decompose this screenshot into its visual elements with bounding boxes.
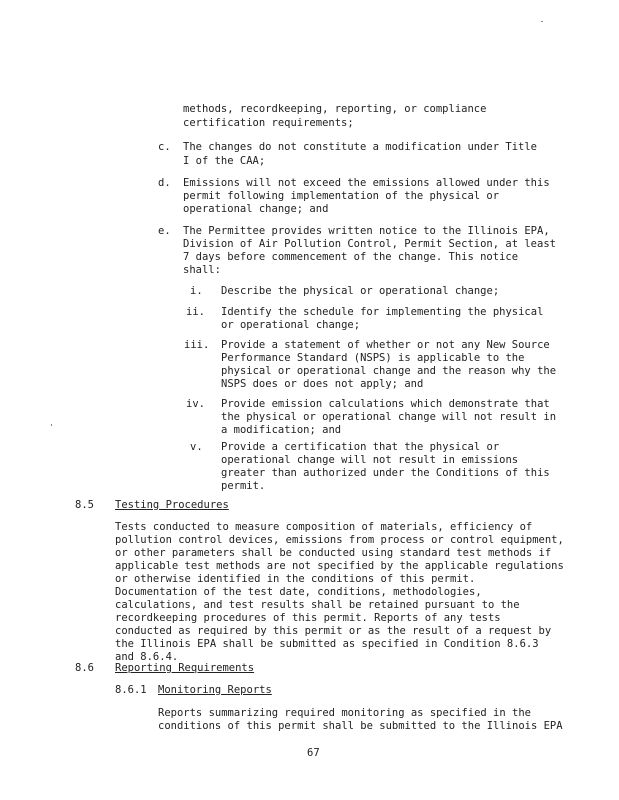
subitem-label: v. bbox=[190, 441, 203, 453]
paragraph-line: pollution control devices, emissions from process or control equipment, bbox=[115, 534, 564, 546]
paragraph-line: or otherwise identified in the conditions of this permit. bbox=[115, 573, 476, 585]
subitem-line: physical or operational change and the reason why the bbox=[221, 365, 557, 377]
item-line: The changes do not constitute a modification under Title bbox=[183, 141, 538, 153]
section-number: 8.5 bbox=[75, 499, 94, 511]
subitem-line: Performance Standard (NSPS) is applicable to the bbox=[221, 352, 525, 364]
subsection-number: 8.6.1 bbox=[115, 684, 147, 696]
continuation-line: methods, recordkeeping, reporting, or compliance bbox=[183, 103, 487, 115]
item-label: c. bbox=[158, 141, 171, 153]
paragraph-line: recordkeeping procedures of this permit. Reports of any tests bbox=[115, 612, 501, 624]
subitem-label: iv. bbox=[186, 398, 205, 410]
subitem-line: a modification; and bbox=[221, 424, 342, 436]
subitem-line: operational change will not result in emissions bbox=[221, 454, 519, 466]
scan-speck bbox=[51, 424, 52, 426]
item-line: I of the CAA; bbox=[183, 155, 266, 167]
paragraph-line: applicable test methods are not specified by the applicable regulations bbox=[115, 560, 564, 572]
item-line: shall: bbox=[183, 264, 221, 276]
item-line: 7 days before commencement of the change. This notice bbox=[183, 251, 519, 263]
subitem-line: permit. bbox=[221, 480, 266, 492]
subitem-line: NSPS does or does not apply; and bbox=[221, 378, 424, 390]
subitem-line: greater than authorized under the Conditions of this bbox=[221, 467, 550, 479]
paragraph-line: calculations, and test results shall be retained pursuant to the bbox=[115, 599, 520, 611]
item-line: operational change; and bbox=[183, 203, 329, 215]
paragraph-line: or other parameters shall be conducted using standard test methods if bbox=[115, 547, 552, 559]
subitem-line: Provide emission calculations which demonstrate that bbox=[221, 398, 550, 410]
subitem-label: ii. bbox=[186, 306, 205, 318]
section-heading: Reporting Requirements bbox=[115, 662, 255, 674]
subsection-heading: Monitoring Reports bbox=[158, 684, 272, 696]
item-line: The Permittee provides written notice to the Illinois EPA, bbox=[183, 225, 550, 237]
subitem-label: i. bbox=[190, 285, 203, 297]
section-number: 8.6 bbox=[75, 662, 94, 674]
continuation-line: certification requirements; bbox=[183, 117, 354, 129]
paragraph-line: Documentation of the test date, conditions, methodologies, bbox=[115, 586, 482, 598]
item-label: d. bbox=[158, 177, 171, 189]
scan-speck bbox=[541, 21, 543, 22]
paragraph-line: Reports summarizing required monitoring as specified in the bbox=[158, 707, 531, 719]
item-label: e. bbox=[158, 225, 171, 237]
subitem-label: iii. bbox=[184, 339, 210, 351]
subitem-line: Provide a certification that the physical or bbox=[221, 441, 500, 453]
item-line: permit following implementation of the physical or bbox=[183, 190, 500, 202]
subitem-line: Identify the schedule for implementing the physical bbox=[221, 306, 544, 318]
subitem-line: Describe the physical or operational change; bbox=[221, 285, 500, 297]
paragraph-line: conducted as required by this permit or as the result of a request by bbox=[115, 625, 552, 637]
paragraph-line: conditions of this permit shall be submitted to the Illinois EPA bbox=[158, 720, 563, 732]
section-heading: Testing Procedures bbox=[115, 499, 229, 511]
item-line: Emissions will not exceed the emissions allowed under this bbox=[183, 177, 550, 189]
subitem-line: Provide a statement of whether or not any New Source bbox=[221, 339, 550, 351]
paragraph-line: Tests conducted to measure composition of materials, efficiency of bbox=[115, 521, 533, 533]
subitem-line: or operational change; bbox=[221, 319, 361, 331]
paragraph-line: and 8.6.4. bbox=[115, 651, 179, 663]
page-number: 67 bbox=[307, 747, 320, 759]
subitem-line: the physical or operational change will not result in bbox=[221, 411, 557, 423]
item-line: Division of Air Pollution Control, Permit Section, at least bbox=[183, 238, 556, 250]
paragraph-line: the Illinois EPA shall be submitted as specified in Condition 8.6.3 bbox=[115, 638, 539, 650]
